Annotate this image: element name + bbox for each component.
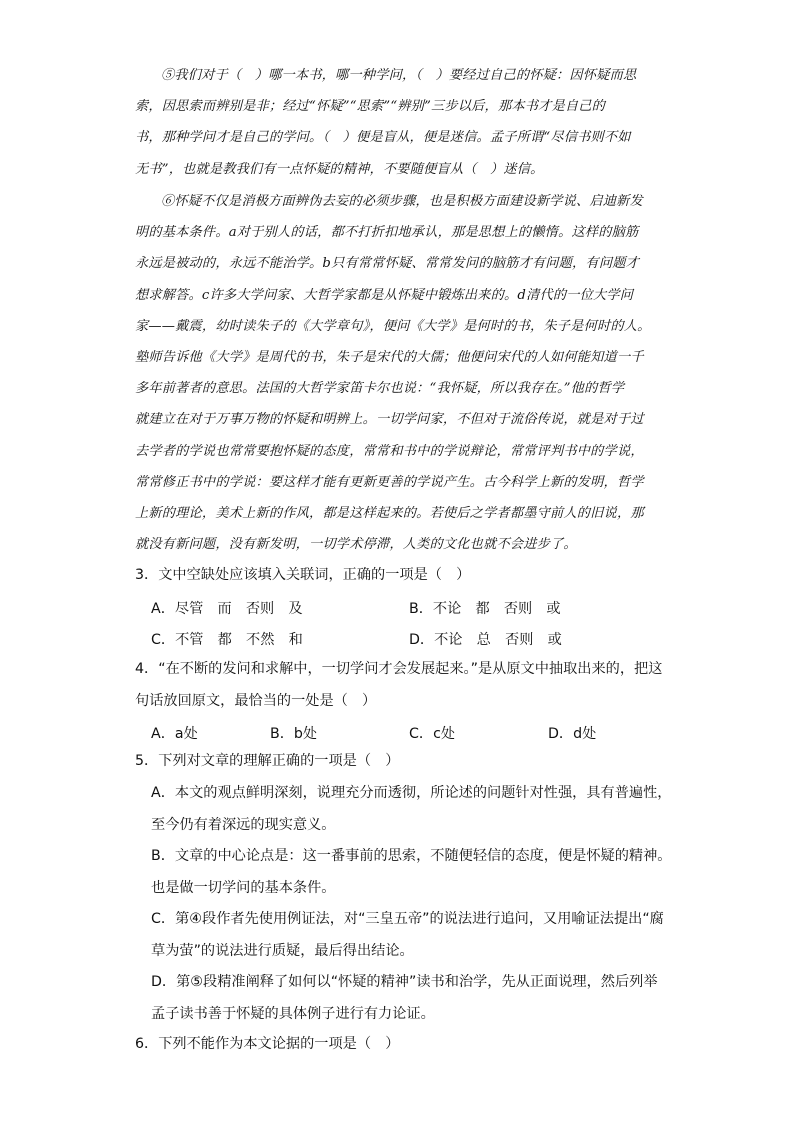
- question-5-option-c[interactable]: [151, 904, 671, 967]
- question-3: [135, 560, 675, 592]
- paragraph-6: [135, 186, 665, 560]
- question-6-stem: 6．下列不能作为本文论据的一项是（ ）: [135, 1036, 400, 1052]
- paragraph-6-line: 永远是被动的，永远不能治学。b只有常常怀疑、常常发问的脑筋才有问题，有问题才: [135, 256, 639, 272]
- question-3-option-b[interactable]: B．不论 都 否则 或: [409, 601, 561, 617]
- question-4: [135, 654, 675, 717]
- question-4-option-a[interactable]: A．a处: [151, 726, 198, 742]
- question-4-option-d[interactable]: D．d处: [548, 726, 597, 742]
- paragraph-6-line: 塾师告诉他《大学》是周代的书，朱子是宋代的大儒；他便问宋代的人如何能知道一千: [135, 349, 644, 365]
- question-6: [135, 1029, 675, 1061]
- paragraph-6-line: 去学者的学说也常常要抱怀疑的态度，常常和书中的学说辩论，常常评判书中的学说，: [135, 443, 644, 459]
- question-4-stem-line-1: 4．“在不断的发问和求解中，一切学问才会发展起来。”是从原文中抽取出来的，把这: [135, 661, 663, 677]
- paragraph-6-line: 就建立在对于万事万物的怀疑和明辨上。一切学问家，不但对于流俗传说，就是对于过: [135, 412, 644, 428]
- question-3-stem: 3．文中空缺处应该填入关联词，正确的一项是（ ）: [135, 567, 471, 583]
- paragraph-5-line: ⑤我们对于（ ）哪一本书，哪一种学问，（ ）要经过自己的怀疑：因怀疑而思: [161, 68, 637, 83]
- paragraph-6-line: 常常修正书中的学说：要这样才能有更新更善的学说产生。古今科学上新的发明，哲学: [135, 474, 644, 490]
- question-3-option-a[interactable]: A．尽管 而 否则 及: [151, 601, 303, 617]
- paragraph-5-line: 书，那种学问才是自己的学问。（ ）便是盲从，便是迷信。孟子所谓“尽信书则不如: [135, 130, 631, 146]
- paragraph-5-line: 无书”，也就是教我们有一点怀疑的精神，不要随便盲从（ ）迷信。: [135, 161, 544, 177]
- question-4-option-b[interactable]: B．b处: [270, 726, 318, 742]
- paragraph-5: [135, 60, 665, 185]
- paragraph-6-line: 家——戴震，幼时读朱子的《大学章句》，便问《大学》是何时的书，朱子是何时的人。: [135, 318, 651, 334]
- option-a-line-2: 至今仍有着深远的现实意义。: [151, 816, 336, 833]
- paragraph-6-line: 想求解答。c许多大学问家、大哲学家都是从怀疑中锻炼出来的。d清代的一位大学问: [135, 287, 634, 303]
- option-b-line-2: 也是做一切学问的基本条件。: [151, 879, 336, 896]
- question-4-option-c[interactable]: C．c处: [409, 726, 456, 742]
- option-c-line-2: 草为萤”的说法进行质疑，最后得出结论。: [151, 942, 414, 959]
- option-b-line-1: B．文章的中心论点是：这一番事前的思索，不随便轻信的态度，便是怀疑的精神。: [151, 848, 672, 864]
- paragraph-6-line: ⑥怀疑不仅是消极方面辨伪去妄的必须步骤，也是积极方面建设新学说、启迪新发: [161, 194, 643, 209]
- question-3-option-c[interactable]: C．不管 都 不然 和: [151, 632, 303, 648]
- question-5-option-d[interactable]: [151, 967, 671, 1030]
- paragraph-6-line: 明的基本条件。a对于别人的话，都不打折扣地承认，那是思想上的懒惰。这样的脑筋: [135, 225, 639, 241]
- paragraph-6-line: 多年前著者的意思。法国的大哲学家笛卡尔也说：“我怀疑，所以我存在。”他的哲学: [135, 381, 625, 397]
- question-3-option-d[interactable]: D．不论 总 否则 或: [409, 632, 562, 648]
- option-c-line-1: C．第④段作者先使用例证法，对“三皇五帝”的说法进行追问，又用喻证法提出“腐: [151, 911, 664, 927]
- paragraph-5-line: 索，因思索而辨别是非；经过“怀疑”“思索”“辨别”三步以后，那本书才是自己的: [135, 99, 606, 115]
- option-d-line-2: 孟子读书善于怀疑的具体例子进行有力论证。: [151, 1005, 435, 1022]
- question-4-stem-line-2: 句话放回原文，最恰当的一处是（ ）: [135, 692, 377, 709]
- question-5: [135, 746, 675, 778]
- paragraph-6-line: 就没有新问题，没有新发明，一切学术停滞，人类的文化也就不会进步了。: [135, 537, 577, 553]
- option-d-line-1: D．第⑤段精准阐释了如何以“怀疑的精神”读书和治学，先从正面说理，然后列举: [151, 974, 658, 990]
- paragraph-6-line: 上新的理论，美术上新的作风，都是这样起来的。若使后之学者都墨守前人的旧说，那: [135, 505, 644, 521]
- question-5-option-b[interactable]: [151, 841, 671, 904]
- question-5-option-a[interactable]: [151, 778, 671, 841]
- question-5-stem: 5．下列对文章的理解正确的一项是（ ）: [135, 753, 400, 769]
- option-a-line-1: A．本文的观点鲜明深刻，说理充分而透彻，所论述的问题针对性强，具有普遍性，: [151, 785, 672, 801]
